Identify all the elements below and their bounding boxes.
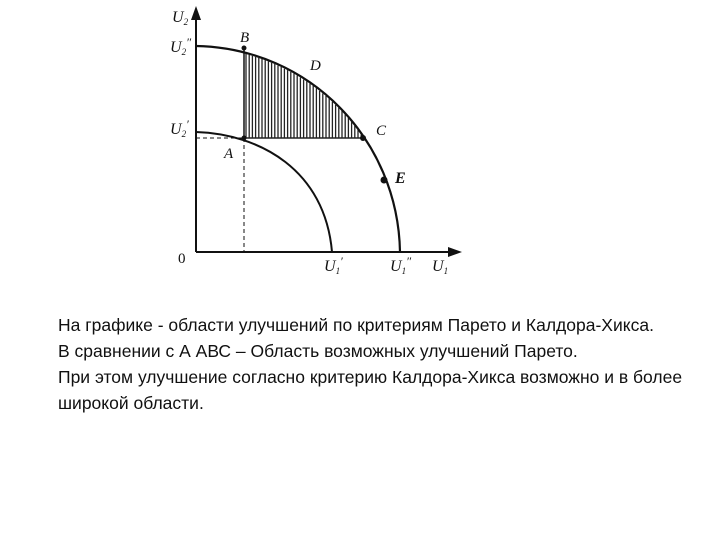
origin-label: 0	[178, 251, 186, 267]
x-axis-arrow	[448, 247, 462, 257]
y-axis-label: U2	[172, 9, 189, 27]
pareto-improvement-region	[244, 48, 363, 138]
x-tick-u1-double-prime: U1″	[390, 254, 412, 276]
point-c	[360, 135, 366, 141]
point-label-e: E	[395, 170, 406, 187]
point-b	[242, 46, 247, 51]
caption-line-3: При этом улучшение согласно критерию Калдора-Хикса возможно и в более широкой области.	[58, 367, 683, 413]
point-label-c: C	[376, 123, 387, 139]
point-label-d: D	[310, 58, 321, 74]
inner-frontier	[196, 132, 332, 252]
y-tick-u2-double-prime: U2″	[170, 35, 192, 57]
y-axis-arrow	[191, 6, 201, 20]
point-label-b: B	[240, 30, 250, 46]
point-e	[381, 177, 388, 184]
caption-line-1: На графике - области улучшений по критериям Парето и Калдора-Хикса.	[58, 315, 654, 335]
point-label-a: A	[224, 146, 234, 162]
caption-line-2: В сравнении с А АВС – Область возможных улучшений Парето.	[58, 341, 578, 361]
point-a	[242, 136, 247, 141]
x-tick-u1-prime: U1′	[324, 254, 343, 276]
x-axis-label: U1	[432, 258, 449, 276]
caption	[58, 312, 698, 416]
y-tick-u2-prime: U2′	[170, 117, 189, 139]
